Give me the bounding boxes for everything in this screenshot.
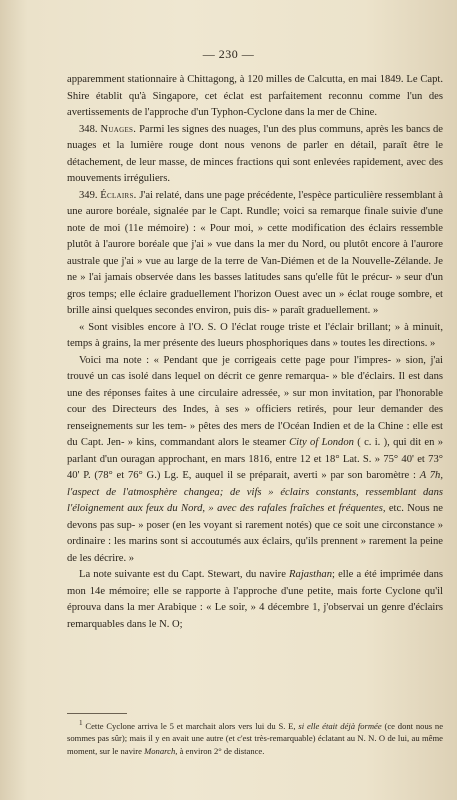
footnote-text: Cette Cyclone arriva le 5 et marchait alors vers lui du S. E, [85,720,296,731]
paragraph-text: Voici ma note : « Pendant que je corrigeais cette page pour l'impres- » sion, j'ai trouvé un cas isolé dans lequel on décrit ce genre remarqua- » ble d'éclairs. Il est dans une des réponses faites à une circulaire adressée, » sur mon invitation, par l'honorable cour des Directeurs des Indes, à ses » officiers retirés, pour leur demander des renseignements sur les tem- » pêtes des mers de l'Océan Indien et de la Chine : elle est du Capt. Jen- » kins, commandant alors le steamer [67,354,443,448]
section-heading: Nuages. [100,123,137,135]
page-number: — 230 — [202,47,255,61]
paragraph-348 [67,122,443,188]
paragraph-quote [67,320,443,353]
section-number: 348. [79,123,98,135]
ship-name: City of London [289,437,354,448]
ship-name: Rajasthan [289,569,333,580]
footnote-text: , à environ 2° de distance. [175,745,265,756]
paragraph-text: Parmi les signes des nuages, l'un des plus communs, après les bancs de nuages et la lumière rouge dont nous venons de parler en détail, paraît être le détachement, de leur masse, de minces fractions qui sont enlevées rapidement, avec des mouvements irréguliers. [67,123,443,184]
section-heading: Éclairs. [100,189,137,201]
paragraph-text: ; elle a été imprimée dans mon 14e mémoire; elle se rapporte à l'approche d'une petite, mais forte Cyclone qu'il éprouva dans la mer Arabique : « Le soir, » 4 décembre 1, j'observai un genre d'éclairs remarquables dans le N. O; [67,569,443,630]
paragraph-text: etc. Nous ne devons pas sup- » poser (en les voyant si rarement notés) que ce soit une circonstance » ordinaire : les marins sont si accoutumés aux éclairs, qu'ils prennent » rarement la peine de les décrire. » [67,503,443,564]
italic-quote: A 7h, l'aspect de l'atmosphère changea; de vifs » éclairs constants, ressemblant dans l'éloignement aux feux du Nord, » avec des rafales fraîches et fréquentes, [67,470,443,514]
footnote-italic: si elle était déjà formée [298,720,382,731]
paragraph-stewart [67,567,443,633]
paragraph-1 [67,72,443,122]
paragraph-text: « Sont visibles encore à l'O. S. O l'éclat rouge triste et l'éclair brillant; » à minuit, temps à grains, la mer présente des lueurs phosphoriques dans » toutes les directions. » [67,321,443,349]
paragraph-349 [67,188,443,320]
paragraph-text: La note suivante est du Capt. Stewart, du navire [79,569,286,580]
section-number: 349. [79,189,98,201]
footnote-rule [67,713,127,714]
footnote-marker: 1 [79,719,83,727]
paragraph-text: J'ai relaté, dans une page précédente, l'espèce particulière ressemblant à une aurore boréale, signalée par le Capt. Rundle; voici sa remarque finale suivie d'une note de moi (11e mémoire) : « Pour moi, » cette modification des éclairs ressemble plutôt à l'aurore boréale que j'ai » vue dans la mer du Nord, ou plutôt encore à l'aurore australe que j'ai » vue au large de la terre de Van-Diémen et de la Nouvelle-Zélande. Je ne » l'ai jamais observée dans les basses latitudes sans qu'elle fût le précur- » seur d'un gros temps; elle éclaire graduellement l'horizon Ouest avec un » éclat rouge sombre, et brille ainsi quelques secondes environ, puis dis- » paraît graduellement. » [67,189,443,316]
paragraph-text: apparemment stationnaire à Chittagong, à 120 milles de Calcutta, en mai 1849. Le Capt. Shire établit qu'à Singapore, cet éclat est parfaitement reconnu comme l'un des avertissements de l'approche d'un Typhon-Cyclone dans la mer de Chine. [67,74,443,118]
footnote-paragraph [67,717,443,757]
body-text [67,72,443,633]
footnote-text: (ce dont nous ne sommes pas sûr); mais il y en avait une autre (et c'est très-remarquable) éclatant au N. N. O de lui, au même moment, sur le navire [67,720,444,756]
ship-name: Monarch [144,745,176,756]
paragraph-text: ( c. i. ), qui dit en » parlant d'un ouragan approchant, en mars 1816, entre 12 et 18° Lat. S. » 75° 40' et 73° 40' P. (78° et 76° G.) Lg. E, auquel il se préparait, averti » par son baromètre : [67,437,443,481]
paragraph-note [67,353,443,568]
footnote [67,717,443,757]
